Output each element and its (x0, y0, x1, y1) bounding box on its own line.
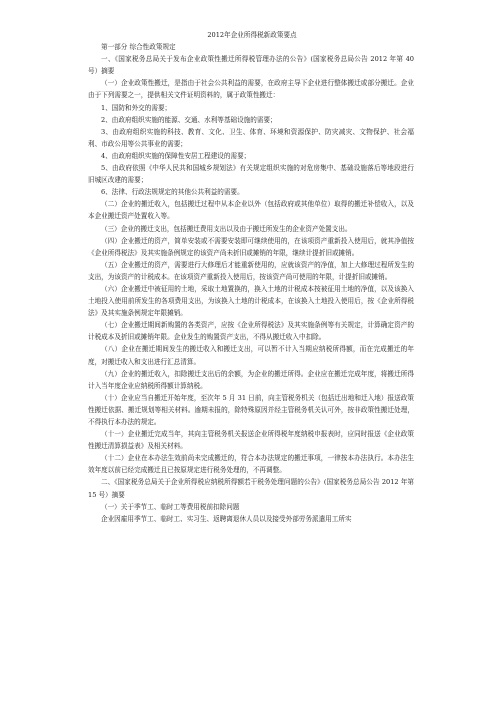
section-heading: 第一部分 综合性政策规定 (101, 43, 176, 52)
list-item: 1、国防和外交的需要； (101, 103, 172, 112)
list-item: 4、由政府组织实施的保障性安居工程建设的需要； (101, 151, 251, 160)
paragraph: （九）企业的搬迁收入，扣除搬迁支出后的余额，为企业的搬迁所得。企业应在搬迁完成年度，将搬迁所得计入当年度企业应纳税所得额计算纳税。 (88, 369, 414, 390)
list-item: 5、由政府依照《中华人民共和国城乡规划法》有关规定组织实施的对危房集中、基础设施落后等地段进行旧城区改建的需要； (88, 164, 414, 185)
document-title: 2012年企业所得税新政策要点 (207, 31, 297, 39)
section-heading: 二、《国家税务总局关于企业所得税应纳税所得额若干税务处理问题的公告》(国家税务总局公告 2012 年第 15 号）摘要 (88, 478, 414, 499)
paragraph: （七）企业搬迁期间新购置的各类资产，应按《企业所得税法》及其实施条例等有关规定，计算确定资产的计税成本及折旧或摊销年限。企业发生的购置资产支出，不得从搬迁收入中扣除。 (88, 321, 414, 342)
subsection-heading: （一）关于季节工、临时工等费用税前扣除问题 (101, 502, 240, 511)
paragraph: （六）企业搬迁中被征用的土地，采取土地置换的，换入土地的计税成本按被征用土地的净值，以及该换入土地投入使用前所发生的各项费用支出，为该换入土地的计税成本，在该换入土地投入使用后，按《企业所得税法》及其实施条例规定年限摊销。 (88, 284, 414, 318)
paragraph: 企业因雇用季节工、临时工、实习生、返聘离退休人员以及接受外部劳务派遣用工所实 (101, 514, 352, 523)
list-item: 2、由政府组织实施的能源、交通、水利等基础设施的需要； (101, 115, 277, 124)
paragraph: （四）企业搬迁的资产，简单安装或不需要安装即可继续使用的，在该项资产重新投入使用后，就其净值按《企业所得税法》及其实施条例规定的该资产尚未折旧或摊销的年限，继续计提折旧或摊销。 (88, 236, 414, 257)
list-item: 6、法律、行政法规规定的其他公共利益的需要。 (101, 188, 244, 197)
paragraph: （五）企业搬迁的资产，需要进行大修理后才能重新使用的，应就该资产的净值，加上大修理过程所发生的支出，为该资产的计税成本。在该项资产重新投入使用后，按该资产尚可使用的年限，计提折旧或摊销。 (88, 260, 414, 281)
paragraph: （二）企业的搬迁收入，包括搬迁过程中从本企业以外（包括政府或其他单位）取得的搬迁补偿收入，以及本企业搬迁资产处置收入等。 (88, 200, 414, 221)
paragraph: （十一）企业搬迁完成当年，其向主管税务机关报送企业所得税年度纳税申报表时，应同时报送《企业政策性搬迁清算损益表》及相关材料。 (88, 430, 414, 451)
document-body (88, 29, 414, 525)
list-item: 3、由政府组织实施的科技、教育、文化、卫生、体育、环境和资源保护、防灾减灾、文物保护、社会福利、市政公用等公共事业的需要； (88, 127, 414, 148)
paragraph: （十二）企业在本办法生效前尚未完成搬迁的，符合本办法规定的搬迁事项，一律按本办法执行。本办法生效年度以前已经完成搬迁且已按原规定进行税务处理的，不再调整。 (88, 454, 414, 475)
paragraph: （十）企业应当自搬迁开始年度，至次年 5 月 31 日前，向主管税务机关（包括迁出地和迁入地）报送政策性搬迁依据、搬迁规划等相关材料。逾期未报的，除特殊原因并经主管税务机关认可外，按非政策性搬迁处理，不得执行本办法的规定。 (88, 393, 414, 426)
paragraph: （三）企业的搬迁支出，包括搬迁费用支出以及由于搬迁所发生的企业资产处置支出。 (101, 224, 352, 233)
paragraph: （一）企业政策性搬迁，是指由于社会公共利益的需要，在政府主导下企业进行整体搬迁或部分搬迁。企业由于下列需要之一，提供相关文件证明资料的，属于政策性搬迁： (88, 79, 414, 100)
paragraph: 一、《国家税务总局关于发布企业政策性搬迁所得税管理办法的公告》(国家税务总局公告 2012 年第 40 号）摘要 (88, 55, 414, 76)
paragraph: （八）企业在搬迁期间发生的搬迁收入和搬迁支出，可以暂不计入当期应纳税所得额，而在完成搬迁的年度，对搬迁收入和支出进行汇总清算。 (88, 345, 414, 366)
